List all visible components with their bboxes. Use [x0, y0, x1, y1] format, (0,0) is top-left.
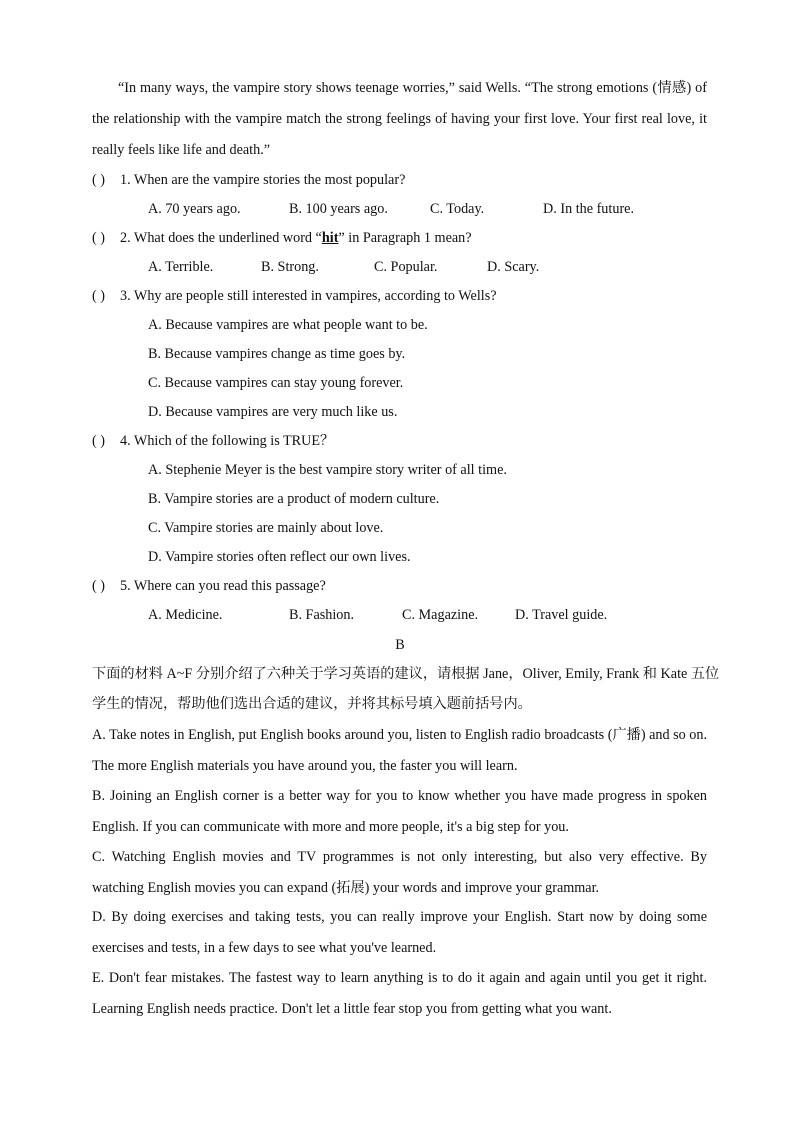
answer-bracket[interactable]: ( ) — [92, 230, 105, 246]
advice-d: D. By doing exercises and taking tests, you can really improve your English. Start now by doing some — [92, 909, 707, 925]
question-text: 1. When are the vampire stories the most popular? — [120, 172, 406, 188]
underlined-word: hit — [321, 230, 339, 246]
question-text: 4. Which of the following is TRUE？ — [120, 433, 335, 449]
option-d: D. Because vampires are very much like us. — [148, 404, 398, 420]
option-a: A. 70 years ago. — [148, 201, 241, 217]
question-1 — [92, 171, 405, 189]
question-text: 5. Where can you read this passage? — [120, 578, 326, 594]
answer-bracket[interactable]: ( ) — [92, 172, 105, 188]
question-text: 3. Why are people still interested in vampires, according to Wells? — [120, 288, 497, 304]
section-intro: 下面的材料 A~F 分别介绍了六种关于学习英语的建议，请根据 Jane，Oliver, Emily, Frank 和 Kate 五位 — [92, 666, 720, 682]
option-a: A. Medicine. — [148, 607, 223, 623]
option-c: C. Magazine. — [402, 607, 479, 623]
answer-bracket[interactable]: ( ) — [92, 288, 105, 304]
question-5 — [92, 577, 326, 595]
question-text: 2. What does the underlined word “ — [120, 230, 322, 246]
option-b: B. Because vampires change as time goes by. — [148, 346, 406, 362]
passage-line: “In many ways, the vampire story shows teenage worries,” said Wells. “The strong emotions (情感) of — [118, 80, 707, 96]
option-d: D. Travel guide. — [515, 607, 608, 623]
option-c: C. Today. — [430, 201, 485, 217]
advice-d: exercises and tests, in a few days to see what you've learned. — [92, 940, 437, 956]
answer-bracket[interactable]: ( ) — [92, 578, 105, 594]
advice-b: English. If you can communicate with more and more people, it's a big step for you. — [92, 819, 569, 835]
section-intro: 学生的情况，帮助他们选出合适的建议，并将其标号填入题前括号内。 — [92, 696, 532, 712]
option-b: B. Strong. — [261, 259, 319, 275]
option-d: D. In the future. — [543, 201, 635, 217]
question-4 — [92, 432, 334, 450]
advice-c: C. Watching English movies and TV programmes is not only interesting, but also very effective. By — [92, 849, 707, 865]
advice-a: The more English materials you have around you, the faster you will learn. — [92, 758, 518, 774]
advice-a: A. Take notes in English, put English books around you, listen to English radio broadcasts (广播) and so on. — [92, 727, 708, 743]
passage-line: really feels like life and death.” — [92, 142, 271, 158]
answer-bracket[interactable]: ( ) — [92, 433, 105, 449]
option-c: C. Popular. — [374, 259, 438, 275]
question-3 — [92, 287, 497, 305]
advice-c: watching English movies you can expand (拓展) your words and improve your grammar. — [92, 880, 600, 896]
section-heading: B — [395, 637, 405, 653]
advice-e: Learning English needs practice. Don't let a little fear stop you from getting what you want. — [92, 1001, 612, 1017]
question-2 — [92, 229, 472, 247]
option-a: A. Stephenie Meyer is the best vampire story writer of all time. — [148, 462, 507, 478]
advice-e: E. Don't fear mistakes. The fastest way to learn anything is to do it again and again until you get it right. — [92, 970, 707, 986]
passage-line: the relationship with the vampire match the strong feelings of having your first love. Your first real love, it — [92, 111, 707, 127]
option-d: D. Scary. — [487, 259, 540, 275]
option-a: A. Because vampires are what people want to be. — [148, 317, 428, 333]
option-b: B. Vampire stories are a product of modern culture. — [148, 491, 440, 507]
advice-b: B. Joining an English corner is a better way for you to know whether you have made progress in spoken — [92, 788, 707, 804]
question-text: ” in Paragraph 1 mean? — [338, 230, 472, 246]
option-a: A. Terrible. — [148, 259, 214, 275]
option-b: B. Fashion. — [289, 607, 355, 623]
option-b: B. 100 years ago. — [289, 201, 388, 217]
option-d: D. Vampire stories often reflect our own lives. — [148, 549, 411, 565]
option-c: C. Vampire stories are mainly about love. — [148, 520, 384, 536]
option-c: C. Because vampires can stay young forever. — [148, 375, 404, 391]
